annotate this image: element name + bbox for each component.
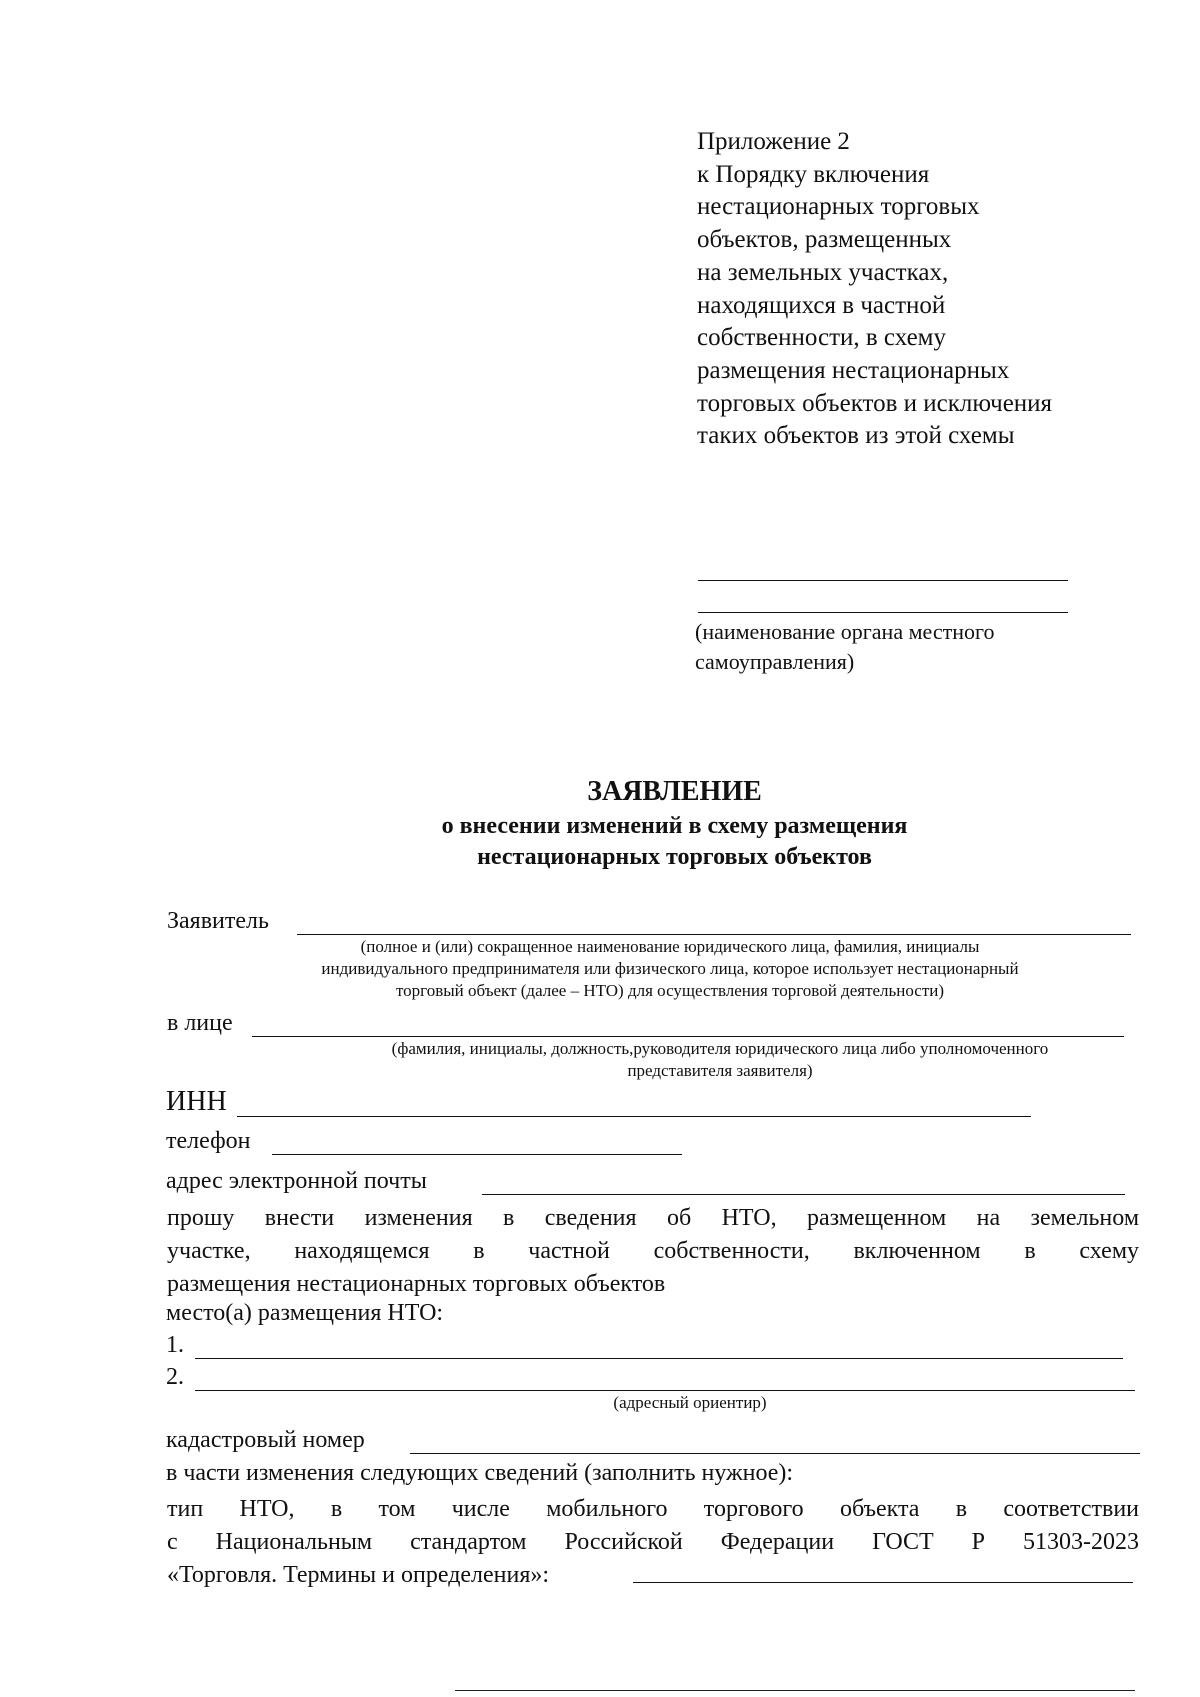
- request-line: участке, находящемся в частной собственности, включенном в схему: [167, 1238, 1139, 1264]
- authority-blank-line-1[interactable]: [698, 580, 1068, 581]
- representative-note: [300, 1038, 1140, 1082]
- nto-type-line: тип НТО, в том числе мобильного торгового объекта в соответствии: [167, 1496, 1139, 1522]
- applicant-field[interactable]: [297, 934, 1131, 935]
- request-paragraph: [167, 1202, 1139, 1301]
- place-1-field[interactable]: [195, 1358, 1123, 1359]
- applicant-label: Заявитель: [167, 908, 269, 934]
- appendix-line: собственности, в схему: [697, 324, 946, 352]
- representative-label: в лице: [167, 1010, 233, 1036]
- representative-note-line: (фамилия, инициалы, должность,руководителя юридического лица либо уполномоченного: [391, 1039, 1049, 1058]
- appendix-line: к Порядку включения: [697, 160, 930, 188]
- authority-note-line: (наименование органа местного: [695, 619, 995, 644]
- changes-label: в части изменения следующих сведений (заполнить нужное):: [166, 1460, 794, 1486]
- nto-type-field[interactable]: [633, 1582, 1133, 1583]
- document-subtitle-line-1: о внесении изменений в схему размещения: [441, 813, 908, 839]
- phone-label: телефон: [166, 1128, 251, 1154]
- phone-field[interactable]: [272, 1154, 682, 1155]
- appendix-line: таких объектов из этой схемы: [697, 422, 1015, 450]
- cadastral-label: кадастровый номер: [166, 1427, 365, 1453]
- place-1-number: 1.: [166, 1332, 184, 1358]
- representative-note-line: представителя заявителя): [627, 1061, 813, 1080]
- appendix-header: [697, 126, 1052, 453]
- request-line: размещения нестационарных торговых объектов: [167, 1271, 666, 1297]
- appendix-line: размещения нестационарных: [697, 356, 1010, 384]
- applicant-note: [245, 936, 1095, 1002]
- places-label: место(а) размещения НТО:: [166, 1300, 444, 1326]
- authority-blank-line-2[interactable]: [698, 612, 1068, 613]
- document-title: ЗАЯВЛЕНИЕ: [587, 776, 762, 807]
- bottom-rule: [455, 1690, 1135, 1691]
- authority-note: [695, 617, 994, 677]
- nto-type-line: с Национальным стандартом Российской Федерации ГОСТ Р 51303-2023: [167, 1529, 1139, 1555]
- nto-type-line: «Торговля. Термины и определения»:: [167, 1562, 550, 1588]
- applicant-note-line: индивидуального предпринимателя или физического лица, которое использует нестационарный: [321, 959, 1019, 978]
- applicant-note-line: торговый объект (далее – НТО) для осуществления торговой деятельности): [395, 981, 945, 1000]
- place-2-field[interactable]: [195, 1390, 1135, 1391]
- appendix-line: объектов, размещенных: [697, 226, 952, 254]
- authority-note-line: самоуправления): [695, 649, 855, 674]
- place-2-number: 2.: [166, 1364, 184, 1390]
- address-note: (адресный ориентир): [613, 1393, 767, 1412]
- inn-field[interactable]: [237, 1116, 1031, 1117]
- email-field[interactable]: [482, 1194, 1125, 1195]
- appendix-line: находящихся в частной: [697, 291, 946, 319]
- representative-field[interactable]: [252, 1036, 1124, 1037]
- document-subtitle-line-2: нестационарных торговых объектов: [477, 844, 872, 870]
- applicant-note-line: (полное и (или) сокращенное наименование юридического лица, фамилия, инициалы: [360, 937, 980, 956]
- cadastral-field[interactable]: [410, 1453, 1140, 1454]
- appendix-line: Приложение 2: [697, 128, 850, 155]
- request-line: прошу внести изменения в сведения об НТО, размещенном на земельном: [167, 1205, 1139, 1231]
- inn-label: ИНН: [166, 1086, 227, 1117]
- appendix-line: торговых объектов и исключения: [697, 389, 1053, 417]
- nto-type-paragraph: [167, 1493, 1139, 1592]
- appendix-line: нестационарных торговых: [697, 193, 980, 221]
- appendix-line: на земельных участках,: [697, 258, 949, 286]
- email-label: адрес электронной почты: [166, 1168, 427, 1194]
